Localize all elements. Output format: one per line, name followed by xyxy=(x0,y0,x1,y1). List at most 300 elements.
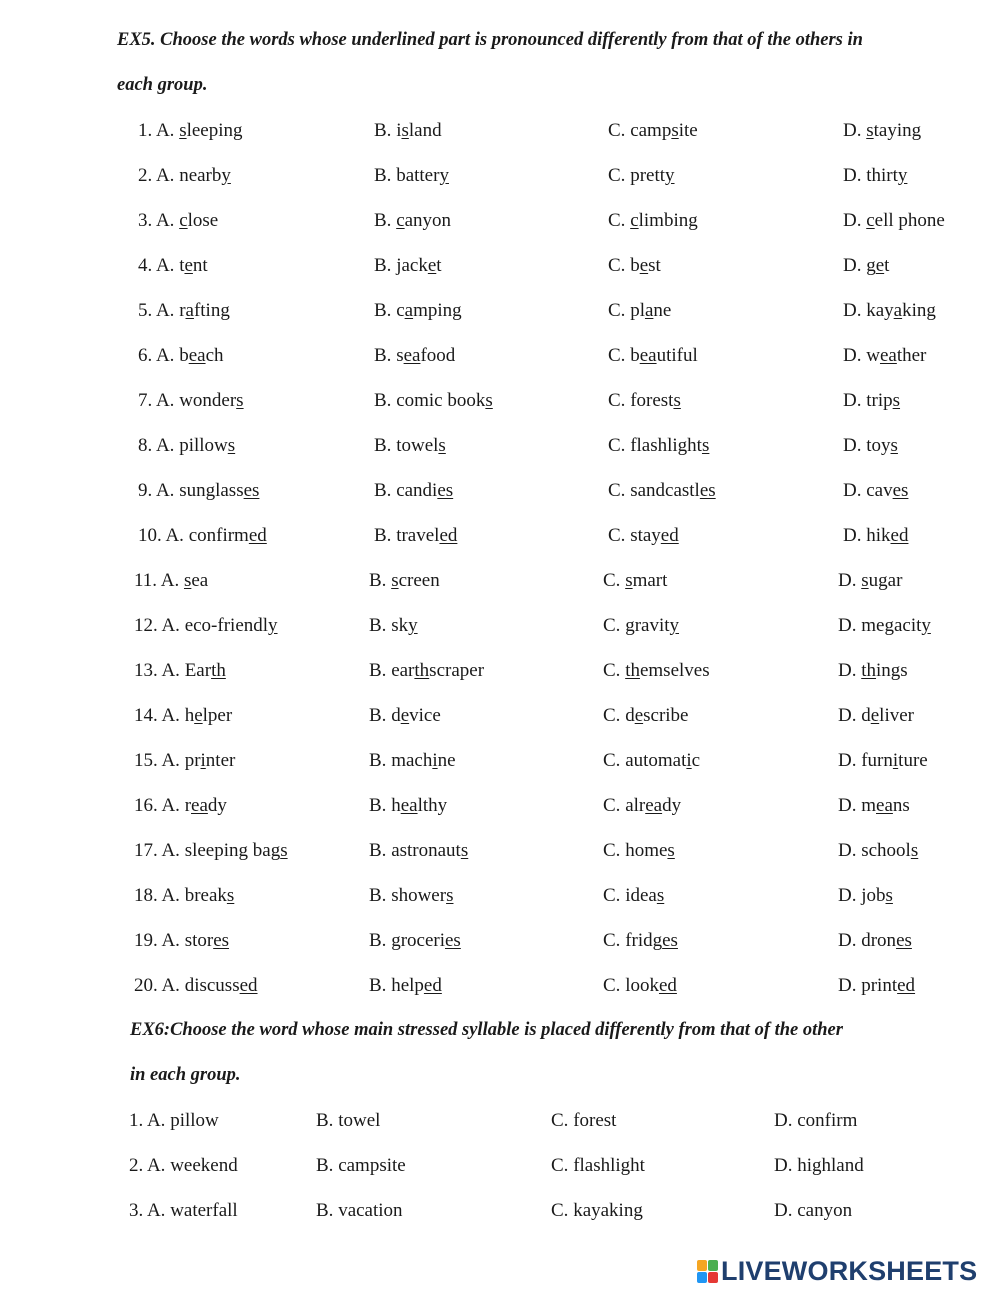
option-b xyxy=(369,615,418,637)
underlined-part: ed xyxy=(660,525,679,546)
underlined-part: i xyxy=(892,750,899,771)
option-b xyxy=(369,750,456,772)
option-label: C. xyxy=(603,750,626,771)
option-word: healthy xyxy=(391,795,448,816)
option-c xyxy=(608,480,716,502)
option-d xyxy=(774,1110,857,1132)
option-c xyxy=(551,1110,616,1132)
underlined-part: s xyxy=(861,570,869,591)
option-word: deliver xyxy=(861,705,914,726)
option-word: gravity xyxy=(625,615,680,636)
underlined-part: es xyxy=(892,480,909,501)
option-label: C. xyxy=(608,480,631,501)
option-word: canyon xyxy=(396,210,452,231)
option-label: C. xyxy=(551,1155,574,1176)
option-word: stores xyxy=(184,930,230,951)
underlined-part: c xyxy=(866,210,875,231)
option-b xyxy=(374,480,453,502)
option-a xyxy=(134,930,229,952)
option-word: automatic xyxy=(625,750,701,771)
option-word: camping xyxy=(396,300,462,321)
option-d xyxy=(838,750,928,772)
option-word: confirm xyxy=(797,1110,858,1131)
option-word: discussed xyxy=(184,975,258,996)
option-label: 3. A. xyxy=(129,1200,171,1221)
option-label: B. xyxy=(369,705,392,726)
option-label: 16. A. xyxy=(134,795,185,816)
option-b xyxy=(374,525,457,547)
option-a xyxy=(134,750,235,772)
underlined-part: s xyxy=(227,435,236,456)
option-label: 1. A. xyxy=(129,1110,171,1131)
option-label: C. xyxy=(603,615,626,636)
underlined-part: th xyxy=(414,660,430,681)
option-word: highland xyxy=(797,1155,864,1176)
underlined-part: es xyxy=(896,930,912,951)
underlined-part: s xyxy=(866,120,874,141)
option-label: D. xyxy=(838,705,862,726)
underlined-part: ed xyxy=(658,975,677,996)
underlined-part: c xyxy=(396,210,405,231)
option-label: C. xyxy=(603,660,626,681)
option-b xyxy=(374,435,446,457)
option-a xyxy=(134,840,288,862)
option-word: furniture xyxy=(861,750,928,771)
option-label: C. xyxy=(608,435,631,456)
option-label: B. xyxy=(369,750,392,771)
option-word: helper xyxy=(184,705,233,726)
option-word: schools xyxy=(861,840,919,861)
underlined-part: y xyxy=(268,615,278,636)
underlined-part: s xyxy=(701,435,710,456)
option-word: towels xyxy=(396,435,446,456)
underlined-part: ea xyxy=(639,345,657,366)
underlined-part: ea xyxy=(400,795,418,816)
option-label: B. xyxy=(369,975,392,996)
ex6-question-3 xyxy=(0,1200,1000,1245)
option-word: canyon xyxy=(797,1200,853,1221)
option-c xyxy=(608,120,698,142)
underlined-part: e xyxy=(639,255,649,276)
option-c xyxy=(551,1200,643,1222)
underlined-part: a xyxy=(644,300,654,321)
option-word: campsite xyxy=(338,1155,406,1176)
option-label: C. xyxy=(608,525,631,546)
option-word: themselves xyxy=(625,660,710,681)
underlined-part: s xyxy=(656,885,665,906)
ex6-question-2 xyxy=(0,1155,1000,1200)
option-a xyxy=(138,435,235,457)
option-word: weekend xyxy=(170,1155,238,1176)
option-a xyxy=(134,615,278,637)
ex5-question-12 xyxy=(0,615,1000,660)
underlined-part: s xyxy=(673,390,681,411)
option-word: printed xyxy=(861,975,916,996)
underlined-part: ea xyxy=(879,345,897,366)
option-word: things xyxy=(861,660,908,681)
option-word: battery xyxy=(396,165,449,186)
ex5-question-16 xyxy=(0,795,1000,840)
option-d xyxy=(843,120,921,142)
option-word: trips xyxy=(866,390,901,411)
ex5-question-18 xyxy=(0,885,1000,930)
underlined-part: es xyxy=(662,930,678,951)
ex5-question-9 xyxy=(0,480,1000,525)
underlined-part: s xyxy=(226,885,235,906)
option-b xyxy=(374,345,455,367)
option-label: C. xyxy=(608,345,631,366)
option-c xyxy=(551,1155,645,1177)
option-label: B. xyxy=(374,480,397,501)
underlined-part: th xyxy=(625,660,640,681)
underlined-part: c xyxy=(179,210,188,231)
underlined-part: ed xyxy=(239,975,258,996)
ex5-question-17 xyxy=(0,840,1000,885)
option-c xyxy=(608,435,709,457)
ex5-question-11 xyxy=(0,570,1000,615)
option-b xyxy=(369,660,484,682)
option-word: looked xyxy=(625,975,677,996)
option-word: pillow xyxy=(170,1110,219,1131)
option-word: jobs xyxy=(861,885,893,906)
option-word: wonders xyxy=(179,390,244,411)
option-a xyxy=(138,525,267,547)
underlined-part: ed xyxy=(248,525,267,546)
option-d xyxy=(843,435,898,457)
underlined-part: y xyxy=(669,615,680,636)
underlined-part: y xyxy=(921,615,931,636)
ex5-question-10 xyxy=(0,525,1000,570)
underlined-part: s xyxy=(885,885,893,906)
ex6-heading: EX6:Choose the word whose main stressed syllable is placed differently from that of the other xyxy=(130,1020,843,1040)
option-label: B. xyxy=(374,435,397,456)
option-label: 15. A. xyxy=(134,750,185,771)
underlined-part: ea xyxy=(188,345,206,366)
logo-tile xyxy=(708,1260,718,1271)
option-c xyxy=(608,300,671,322)
option-label: B. xyxy=(316,1110,339,1131)
option-label: 8. A. xyxy=(138,435,180,456)
underlined-part: s xyxy=(280,840,288,861)
underlined-part: e xyxy=(427,255,437,276)
underlined-part: s xyxy=(438,435,446,456)
option-label: 11. A. xyxy=(134,570,184,591)
option-label: D. xyxy=(774,1200,798,1221)
underlined-part: th xyxy=(861,660,877,681)
underlined-part: s xyxy=(183,570,192,591)
option-word: staying xyxy=(866,120,922,141)
option-label: 18. A. xyxy=(134,885,185,906)
underlined-part: s xyxy=(910,840,919,861)
option-label: D. xyxy=(843,390,867,411)
option-label: 12. A. xyxy=(134,615,185,636)
option-a xyxy=(134,975,258,997)
option-label: C. xyxy=(603,795,626,816)
underlined-part: es xyxy=(699,480,716,501)
option-word: sandcastles xyxy=(630,480,716,501)
option-a xyxy=(138,390,244,412)
option-label: C. xyxy=(608,255,631,276)
option-word: toys xyxy=(866,435,898,456)
option-a xyxy=(138,120,243,142)
option-label: C. xyxy=(608,390,631,411)
option-c xyxy=(608,390,681,412)
option-c xyxy=(603,750,700,772)
underlined-part: c xyxy=(630,210,639,231)
option-label: 19. A. xyxy=(134,930,185,951)
option-label: C. xyxy=(608,300,631,321)
option-b xyxy=(369,705,441,727)
option-b xyxy=(369,930,461,952)
option-label: D. xyxy=(838,570,862,591)
option-label: D. xyxy=(843,525,867,546)
ex5-question-7 xyxy=(0,390,1000,435)
option-label: B. xyxy=(369,660,392,681)
underlined-part: s xyxy=(391,570,399,591)
option-d xyxy=(838,840,918,862)
option-word: helped xyxy=(391,975,442,996)
option-d xyxy=(843,525,908,547)
option-word: sugar xyxy=(861,570,903,591)
option-word: means xyxy=(861,795,910,816)
option-a xyxy=(138,210,218,232)
option-d xyxy=(838,885,893,907)
option-word: hiked xyxy=(866,525,909,546)
underlined-part: ea xyxy=(876,795,893,816)
logo-wordmark: LIVEWORKSHEETS xyxy=(721,1255,978,1286)
option-word: forests xyxy=(630,390,681,411)
option-word: kayaking xyxy=(573,1200,643,1221)
option-d xyxy=(774,1200,852,1222)
option-label: 9. A. xyxy=(138,480,180,501)
option-label: 6. A. xyxy=(138,345,180,366)
underlined-part: e xyxy=(184,255,193,276)
option-label: B. xyxy=(369,615,392,636)
option-label: C. xyxy=(603,930,626,951)
underlined-part: es xyxy=(213,930,230,951)
underlined-part: s xyxy=(401,120,409,141)
option-label: D. xyxy=(774,1155,798,1176)
option-label: D. xyxy=(774,1110,798,1131)
option-word: Earth xyxy=(184,660,226,681)
option-word: sleeping xyxy=(179,120,243,141)
option-label: 5. A. xyxy=(138,300,180,321)
option-word: seafood xyxy=(396,345,456,366)
ex5-question-15 xyxy=(0,750,1000,795)
option-label: C. xyxy=(551,1110,574,1131)
option-b xyxy=(374,255,442,277)
option-word: pillows xyxy=(179,435,236,456)
option-word: tent xyxy=(179,255,208,276)
option-c xyxy=(608,165,675,187)
option-word: waterfall xyxy=(170,1200,238,1221)
ex5-question-8 xyxy=(0,435,1000,480)
option-word: beautiful xyxy=(630,345,698,366)
option-word: towel xyxy=(338,1110,381,1131)
underlined-part: s xyxy=(446,885,454,906)
option-d xyxy=(843,300,936,322)
option-label: D. xyxy=(838,615,862,636)
underlined-part: i xyxy=(686,750,692,771)
underlined-part: i xyxy=(200,750,206,771)
option-word: campsite xyxy=(630,120,698,141)
option-a xyxy=(134,705,232,727)
option-label: C. xyxy=(608,120,631,141)
option-c xyxy=(608,345,698,367)
option-b xyxy=(316,1155,406,1177)
option-word: nearby xyxy=(179,165,231,186)
ex5-question-13 xyxy=(0,660,1000,705)
option-label: B. xyxy=(374,390,397,411)
option-label: D. xyxy=(843,165,867,186)
option-label: B. xyxy=(369,885,392,906)
option-c xyxy=(603,570,667,592)
underlined-part: e xyxy=(875,255,885,276)
option-b xyxy=(369,795,447,817)
option-word: showers xyxy=(391,885,454,906)
option-word: earthscraper xyxy=(391,660,485,681)
underlined-part: e xyxy=(194,705,203,726)
underlined-part: ed xyxy=(890,525,909,546)
option-label: D. xyxy=(843,210,867,231)
option-d xyxy=(774,1155,864,1177)
option-word: stayed xyxy=(630,525,679,546)
option-a xyxy=(129,1110,219,1132)
option-c xyxy=(608,255,661,277)
option-label: B. xyxy=(369,795,392,816)
option-label: 7. A. xyxy=(138,390,180,411)
option-a xyxy=(138,345,224,367)
option-word: jacket xyxy=(396,255,442,276)
underlined-part: y xyxy=(665,165,675,186)
option-d xyxy=(838,660,908,682)
option-c xyxy=(603,840,675,862)
option-a xyxy=(129,1200,238,1222)
ex5-question-2 xyxy=(0,165,1000,210)
underlined-part: y xyxy=(221,165,231,186)
option-label: D. xyxy=(838,840,862,861)
option-b xyxy=(369,570,440,592)
underlined-part: e xyxy=(400,705,410,726)
ex5-question-6 xyxy=(0,345,1000,390)
ex5-question-19 xyxy=(0,930,1000,975)
underlined-part: es xyxy=(243,480,260,501)
option-c xyxy=(603,975,677,997)
option-word: get xyxy=(866,255,890,276)
option-d xyxy=(843,345,926,367)
underlined-part: a xyxy=(185,300,194,321)
option-c xyxy=(603,615,679,637)
underlined-part: ed xyxy=(439,525,458,546)
option-word: forest xyxy=(573,1110,617,1131)
option-a xyxy=(138,480,259,502)
option-label: 1. A. xyxy=(138,120,180,141)
option-b xyxy=(374,390,493,412)
option-word: confirmed xyxy=(188,525,267,546)
option-word: eco-friendly xyxy=(184,615,278,636)
option-b xyxy=(316,1110,380,1132)
underlined-part: y xyxy=(408,615,418,636)
ex5-question-14 xyxy=(0,705,1000,750)
option-label: 14. A. xyxy=(134,705,185,726)
underlined-part: s xyxy=(460,840,469,861)
option-word: already xyxy=(625,795,682,816)
option-label: C. xyxy=(603,705,626,726)
option-label: D. xyxy=(843,120,867,141)
option-label: B. xyxy=(374,525,397,546)
option-word: best xyxy=(630,255,661,276)
option-word: homes xyxy=(625,840,675,861)
option-b xyxy=(369,975,442,997)
underlined-part: es xyxy=(437,480,454,501)
option-word: flashlight xyxy=(573,1155,645,1176)
option-label: D. xyxy=(843,255,867,276)
option-label: C. xyxy=(603,975,626,996)
option-label: D. xyxy=(843,300,867,321)
option-label: D. xyxy=(838,930,862,951)
underlined-part: ea xyxy=(645,795,663,816)
option-d xyxy=(843,390,900,412)
liveworksheets-logo[interactable] xyxy=(697,1254,977,1288)
option-d xyxy=(838,615,931,637)
option-label: B. xyxy=(369,840,392,861)
option-a xyxy=(134,660,226,682)
option-word: sleeping bags xyxy=(184,840,288,861)
option-label: B. xyxy=(369,570,392,591)
option-word: candies xyxy=(396,480,454,501)
option-word: sky xyxy=(391,615,418,636)
option-word: flashlights xyxy=(630,435,710,456)
underlined-part: ea xyxy=(403,345,421,366)
option-label: 13. A. xyxy=(134,660,185,681)
option-label: B. xyxy=(316,1155,339,1176)
option-word: megacity xyxy=(861,615,931,636)
option-word: climbing xyxy=(630,210,698,231)
logo-tile xyxy=(697,1272,707,1283)
underlined-part: e xyxy=(870,705,880,726)
option-word: smart xyxy=(625,570,668,591)
underlined-part: ed xyxy=(897,975,916,996)
ex5-heading-continued: each group. xyxy=(117,75,208,95)
ex5-question-3 xyxy=(0,210,1000,255)
option-label: D. xyxy=(838,795,862,816)
option-d xyxy=(838,975,915,997)
underlined-part: s xyxy=(485,390,493,411)
option-word: describe xyxy=(625,705,689,726)
option-label: 4. A. xyxy=(138,255,180,276)
option-word: machine xyxy=(391,750,456,771)
option-d xyxy=(838,930,912,952)
option-b xyxy=(369,840,468,862)
option-word: plane xyxy=(630,300,672,321)
ex6-heading-continued: in each group. xyxy=(130,1065,241,1085)
option-word: caves xyxy=(866,480,909,501)
option-b xyxy=(369,885,453,907)
underlined-part: y xyxy=(897,165,908,186)
underlined-part: y xyxy=(439,165,449,186)
option-label: 3. A. xyxy=(138,210,180,231)
option-word: printer xyxy=(184,750,236,771)
option-d xyxy=(838,705,914,727)
option-word: weather xyxy=(866,345,927,366)
underlined-part: e xyxy=(634,705,644,726)
option-word: sunglasses xyxy=(179,480,260,501)
option-label: B. xyxy=(374,255,397,276)
underlined-part: ea xyxy=(191,795,208,816)
option-word: device xyxy=(391,705,441,726)
option-word: traveled xyxy=(396,525,458,546)
option-word: rafting xyxy=(179,300,230,321)
